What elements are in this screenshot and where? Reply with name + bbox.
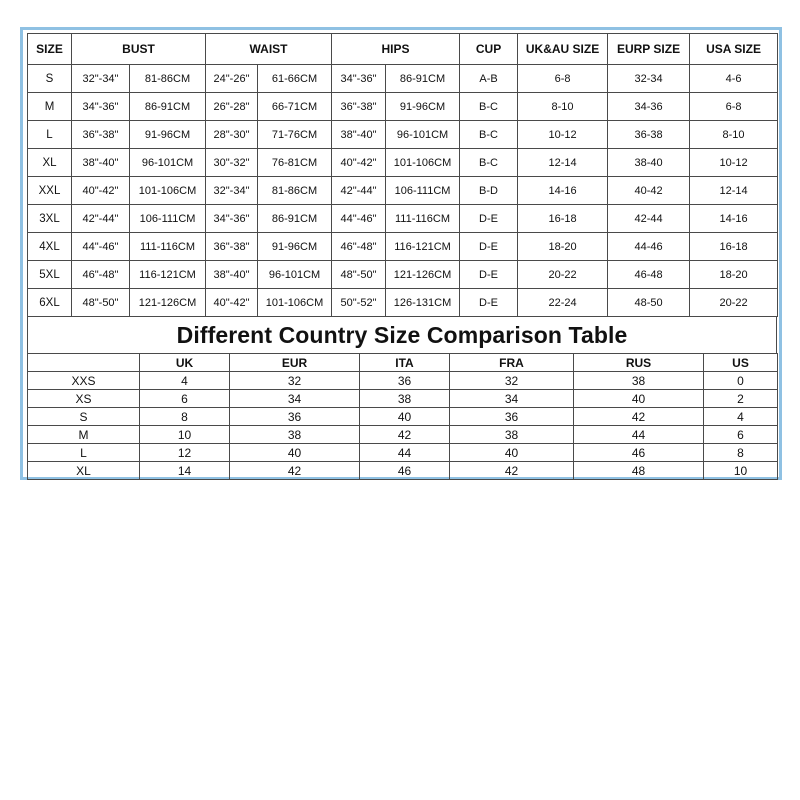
- size-chart-cell: 42"-44": [332, 177, 386, 205]
- size-chart-cell: A-B: [460, 65, 518, 93]
- size-chart-cell: 32"-34": [206, 177, 258, 205]
- header-eurp-size: EURP SIZE: [608, 34, 690, 65]
- size-chart-header-row: [28, 34, 778, 65]
- size-chart-cell: 40"-42": [332, 149, 386, 177]
- comparison-row: [28, 462, 778, 480]
- comparison-header-cell: UK: [140, 354, 230, 372]
- size-chart-cell: 24"-26": [206, 65, 258, 93]
- size-chart-cell: 4-6: [690, 65, 778, 93]
- comparison-row: [28, 444, 778, 462]
- size-cell: 6XL: [28, 289, 72, 317]
- comparison-cell: 36: [230, 408, 360, 426]
- size-chart-cell: 106-111CM: [130, 205, 206, 233]
- size-chart-cell: 44-46: [608, 233, 690, 261]
- size-cell: S: [28, 65, 72, 93]
- comparison-cell: 40: [360, 408, 450, 426]
- size-chart-cell: 6-8: [690, 93, 778, 121]
- size-chart-cell: 36-38: [608, 121, 690, 149]
- size-chart-cell: 8-10: [690, 121, 778, 149]
- comparison-cell: 38: [574, 372, 704, 390]
- header-bust: BUST: [72, 34, 206, 65]
- size-chart-cell: B-C: [460, 149, 518, 177]
- comparison-table: [27, 353, 778, 480]
- size-chart-cell: 86-91CM: [386, 65, 460, 93]
- size-chart-cell: 22-24: [518, 289, 608, 317]
- comparison-header-cell: US: [704, 354, 778, 372]
- size-chart-table: [27, 33, 778, 317]
- comparison-size-cell: S: [28, 408, 140, 426]
- size-chart-cell: 38"-40": [332, 121, 386, 149]
- comparison-cell: 6: [704, 426, 778, 444]
- comparison-size-cell: XL: [28, 462, 140, 480]
- size-chart-cell: 10-12: [690, 149, 778, 177]
- size-chart-cell: 38"-40": [72, 149, 130, 177]
- comparison-cell: 4: [704, 408, 778, 426]
- size-chart-cell: 101-106CM: [386, 149, 460, 177]
- comparison-cell: 44: [360, 444, 450, 462]
- size-chart-cell: 12-14: [690, 177, 778, 205]
- comparison-cell: 36: [450, 408, 574, 426]
- comparison-cell: 32: [230, 372, 360, 390]
- size-chart-cell: 121-126CM: [130, 289, 206, 317]
- comparison-cell: 44: [574, 426, 704, 444]
- size-chart-row: [28, 177, 778, 205]
- comparison-cell: 34: [230, 390, 360, 408]
- size-chart-cell: 46"-48": [332, 233, 386, 261]
- size-chart-cell: 20-22: [690, 289, 778, 317]
- comparison-header-cell: EUR: [230, 354, 360, 372]
- size-chart-cell: 81-86CM: [258, 177, 332, 205]
- size-chart-cell: 6-8: [518, 65, 608, 93]
- size-chart-cell: 116-121CM: [130, 261, 206, 289]
- size-chart-cell: 34"-36": [332, 65, 386, 93]
- size-chart-cell: 34"-36": [206, 205, 258, 233]
- size-chart-container: [27, 33, 777, 478]
- size-cell: 3XL: [28, 205, 72, 233]
- size-chart-cell: B-D: [460, 177, 518, 205]
- size-chart-cell: 44"-46": [332, 205, 386, 233]
- comparison-size-cell: L: [28, 444, 140, 462]
- size-chart-body: [28, 65, 778, 317]
- size-chart-cell: 96-101CM: [258, 261, 332, 289]
- size-chart-cell: D-E: [460, 261, 518, 289]
- comparison-cell: 42: [450, 462, 574, 480]
- size-chart-cell: 46-48: [608, 261, 690, 289]
- comparison-row: [28, 426, 778, 444]
- comparison-cell: 40: [574, 390, 704, 408]
- size-chart-row: [28, 93, 778, 121]
- comparison-cell: 40: [450, 444, 574, 462]
- size-chart-cell: 61-66CM: [258, 65, 332, 93]
- size-chart-cell: 14-16: [518, 177, 608, 205]
- comparison-cell: 0: [704, 372, 778, 390]
- comparison-cell: 42: [230, 462, 360, 480]
- size-chart-row: [28, 233, 778, 261]
- size-chart-cell: 48-50: [608, 289, 690, 317]
- size-chart-cell: D-E: [460, 233, 518, 261]
- comparison-size-cell: XS: [28, 390, 140, 408]
- size-chart-cell: D-E: [460, 289, 518, 317]
- comparison-cell: 38: [230, 426, 360, 444]
- size-chart-cell: 71-76CM: [258, 121, 332, 149]
- comparison-cell: 46: [360, 462, 450, 480]
- size-chart-cell: 10-12: [518, 121, 608, 149]
- size-chart-cell: 18-20: [518, 233, 608, 261]
- size-chart-cell: 91-96CM: [258, 233, 332, 261]
- comparison-cell: 42: [574, 408, 704, 426]
- size-cell: XL: [28, 149, 72, 177]
- size-cell: 4XL: [28, 233, 72, 261]
- size-chart-cell: 91-96CM: [130, 121, 206, 149]
- size-chart-cell: 96-101CM: [130, 149, 206, 177]
- comparison-row: [28, 408, 778, 426]
- size-chart-cell: 42-44: [608, 205, 690, 233]
- size-chart-cell: 126-131CM: [386, 289, 460, 317]
- comparison-header-cell: ITA: [360, 354, 450, 372]
- size-chart-cell: 16-18: [518, 205, 608, 233]
- size-chart-cell: 50"-52": [332, 289, 386, 317]
- comparison-cell: 12: [140, 444, 230, 462]
- size-chart-cell: 101-106CM: [130, 177, 206, 205]
- size-chart-cell: 18-20: [690, 261, 778, 289]
- size-chart-cell: 44"-46": [72, 233, 130, 261]
- comparison-cell: 8: [140, 408, 230, 426]
- comparison-header-row: [28, 354, 778, 372]
- comparison-header-cell: RUS: [574, 354, 704, 372]
- size-chart-cell: 40"-42": [72, 177, 130, 205]
- size-chart-cell: 76-81CM: [258, 149, 332, 177]
- comparison-header-cell: FRA: [450, 354, 574, 372]
- comparison-cell: 8: [704, 444, 778, 462]
- size-chart-cell: 40-42: [608, 177, 690, 205]
- size-chart-cell: 34"-36": [72, 93, 130, 121]
- size-chart-cell: 12-14: [518, 149, 608, 177]
- size-chart-cell: 36"-38": [332, 93, 386, 121]
- comparison-cell: 2: [704, 390, 778, 408]
- size-chart-cell: 26"-28": [206, 93, 258, 121]
- comparison-title: Different Country Size Comparison Table: [176, 321, 628, 348]
- comparison-body: [28, 372, 778, 480]
- size-chart-cell: 8-10: [518, 93, 608, 121]
- size-chart-cell: 16-18: [690, 233, 778, 261]
- size-chart-cell: 111-116CM: [130, 233, 206, 261]
- size-chart-cell: 48"-50": [332, 261, 386, 289]
- comparison-cell: 32: [450, 372, 574, 390]
- size-chart-cell: 38-40: [608, 149, 690, 177]
- size-chart-row: [28, 261, 778, 289]
- size-chart-cell: 91-96CM: [386, 93, 460, 121]
- comparison-row: [28, 372, 778, 390]
- comparison-cell: 34: [450, 390, 574, 408]
- size-chart-cell: 20-22: [518, 261, 608, 289]
- size-chart-cell: 40"-42": [206, 289, 258, 317]
- size-chart-row: [28, 149, 778, 177]
- size-chart-cell: 66-71CM: [258, 93, 332, 121]
- header-uk-au-size: UK&AU SIZE: [518, 34, 608, 65]
- size-chart-row: [28, 121, 778, 149]
- size-chart-cell: 86-91CM: [258, 205, 332, 233]
- comparison-cell: 4: [140, 372, 230, 390]
- comparison-cell: 46: [574, 444, 704, 462]
- header-usa-size: USA SIZE: [690, 34, 778, 65]
- size-chart-cell: B-C: [460, 93, 518, 121]
- header-hips: HIPS: [332, 34, 460, 65]
- comparison-title-bar: [27, 317, 777, 353]
- size-chart-cell: 106-111CM: [386, 177, 460, 205]
- size-chart-cell: 42"-44": [72, 205, 130, 233]
- size-chart-row: [28, 289, 778, 317]
- size-chart-cell: 48"-50": [72, 289, 130, 317]
- comparison-cell: 40: [230, 444, 360, 462]
- size-cell: 5XL: [28, 261, 72, 289]
- size-chart-cell: 36"-38": [72, 121, 130, 149]
- size-cell: XXL: [28, 177, 72, 205]
- size-chart-cell: 101-106CM: [258, 289, 332, 317]
- comparison-cell: 10: [704, 462, 778, 480]
- header-size: SIZE: [28, 34, 72, 65]
- comparison-cell: 36: [360, 372, 450, 390]
- size-chart-cell: 36"-38": [206, 233, 258, 261]
- comparison-cell: 14: [140, 462, 230, 480]
- size-chart-cell: D-E: [460, 205, 518, 233]
- comparison-cell: 38: [450, 426, 574, 444]
- comparison-size-cell: M: [28, 426, 140, 444]
- size-chart-cell: 81-86CM: [130, 65, 206, 93]
- comparison-cell: 6: [140, 390, 230, 408]
- size-chart-cell: B-C: [460, 121, 518, 149]
- size-chart-row: [28, 205, 778, 233]
- comparison-cell: 38: [360, 390, 450, 408]
- comparison-cell: 42: [360, 426, 450, 444]
- size-chart-row: [28, 65, 778, 93]
- header-cup: CUP: [460, 34, 518, 65]
- size-chart-cell: 116-121CM: [386, 233, 460, 261]
- comparison-cell: 48: [574, 462, 704, 480]
- size-chart-cell: 111-116CM: [386, 205, 460, 233]
- size-chart-cell: 86-91CM: [130, 93, 206, 121]
- size-chart-cell: 34-36: [608, 93, 690, 121]
- size-chart-cell: 32"-34": [72, 65, 130, 93]
- size-cell: L: [28, 121, 72, 149]
- size-chart-cell: 30"-32": [206, 149, 258, 177]
- comparison-header-cell: [28, 354, 140, 372]
- comparison-cell: 10: [140, 426, 230, 444]
- size-chart-cell: 96-101CM: [386, 121, 460, 149]
- header-waist: WAIST: [206, 34, 332, 65]
- size-chart-cell: 121-126CM: [386, 261, 460, 289]
- comparison-size-cell: XXS: [28, 372, 140, 390]
- size-chart-cell: 28"-30": [206, 121, 258, 149]
- size-chart-cell: 32-34: [608, 65, 690, 93]
- size-cell: M: [28, 93, 72, 121]
- size-chart-cell: 46"-48": [72, 261, 130, 289]
- comparison-row: [28, 390, 778, 408]
- size-chart-cell: 14-16: [690, 205, 778, 233]
- size-chart-cell: 38"-40": [206, 261, 258, 289]
